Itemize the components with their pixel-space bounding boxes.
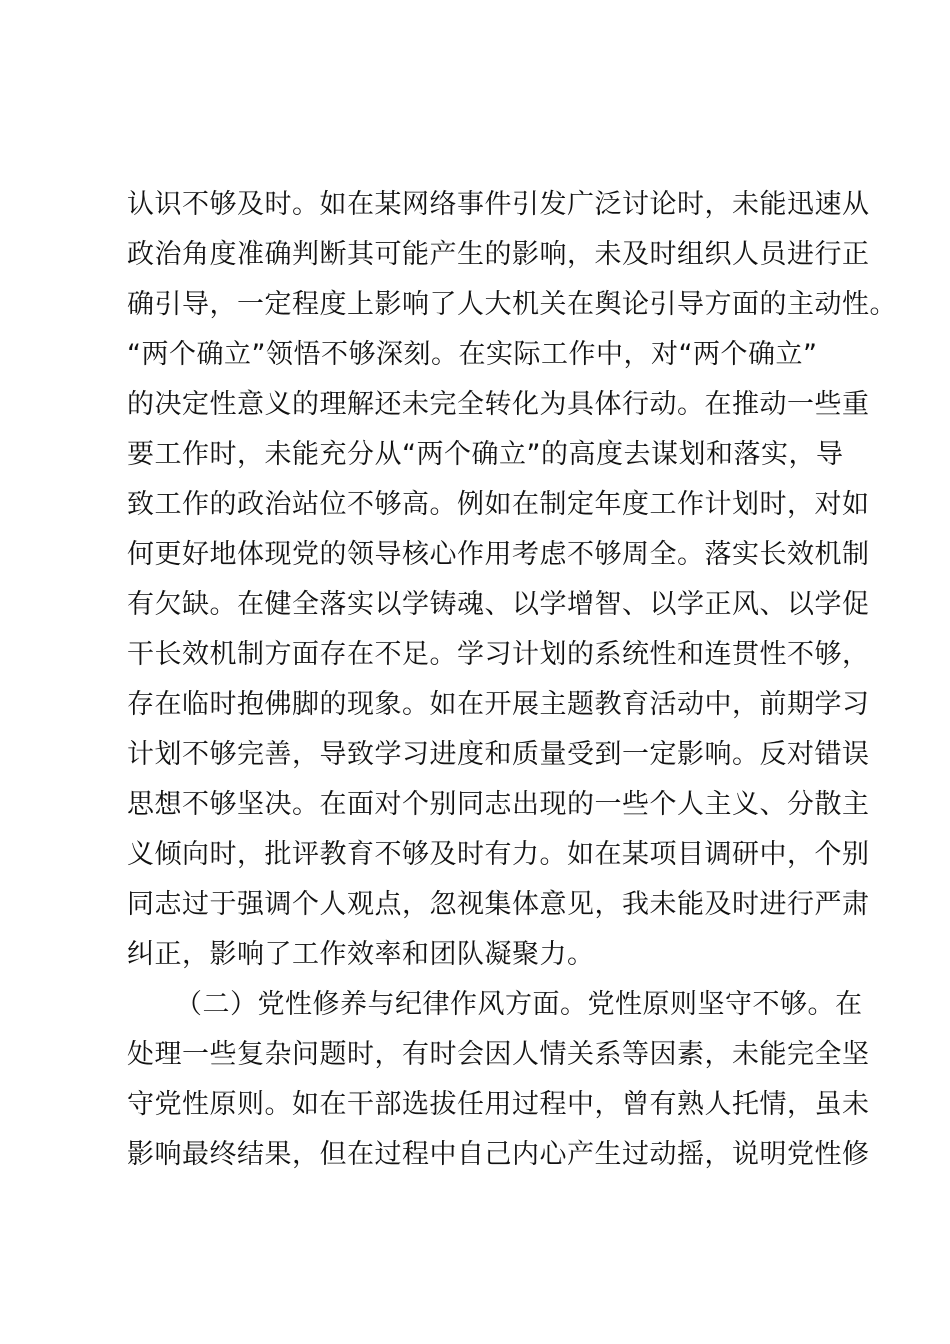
text-line: 有欠缺。在健全落实以学铸魂、以学增智、以学正风、以学促 (127, 589, 870, 620)
text-line: 致工作的政治站位不够高。例如在制定年度工作计划时，对如 (127, 489, 870, 520)
text-line: 认识不够及时。如在某网络事件引发广泛讨论时，未能迅速从 (127, 189, 870, 220)
text-line: 的决定性意义的理解还未完全转化为具体行动。在推动一些重 (127, 389, 870, 420)
text-line: 思想不够坚决。在面对个别同志出现的一些个人主义、分散主 (127, 789, 870, 820)
text-line: 要工作时，未能充分从“两个确立”的高度去谋划和落实，导 (127, 439, 844, 470)
text-line: 义倾向时，批评教育不够及时有力。如在某项目调研中，个别 (127, 839, 870, 870)
text-line: 纠正，影响了工作效率和团队凝聚力。 (127, 939, 595, 970)
text-line: 同志过于强调个人观点，忽视集体意见，我未能及时进行严肃 (127, 889, 870, 920)
text-line: 干长效机制方面存在不足。学习计划的系统性和连贯性不够， (127, 639, 870, 670)
text-line: 确引导，一定程度上影响了人大机关在舆论引导方面的主动性。 (127, 289, 897, 320)
text-line: “两个确立”领悟不够深刻。在实际工作中，对“两个确立” (127, 339, 818, 370)
text-line: 处理一些复杂问题时，有时会因人情关系等因素，未能完全坚 (127, 1039, 870, 1070)
text-line: 影响最终结果，但在过程中自己内心产生过动摇，说明党性修 (127, 1139, 870, 1170)
text-line: 政治角度准确判断其可能产生的影响，未及时组织人员进行正 (127, 239, 870, 270)
text-line: 计划不够完善，导致学习进度和质量受到一定影响。反对错误 (127, 739, 870, 770)
text-line: 守党性原则。如在干部选拔任用过程中，曾有熟人托情，虽未 (127, 1089, 870, 1120)
paragraph-start-line: （二）党性修养与纪律作风方面。党性原则坚守不够。在 (175, 989, 863, 1020)
text-line: 何更好地体现党的领导核心作用考虑不够周全。落实长效机制 (127, 539, 870, 570)
text-line: 存在临时抱佛脚的现象。如在开展主题教育活动中，前期学习 (127, 689, 870, 720)
